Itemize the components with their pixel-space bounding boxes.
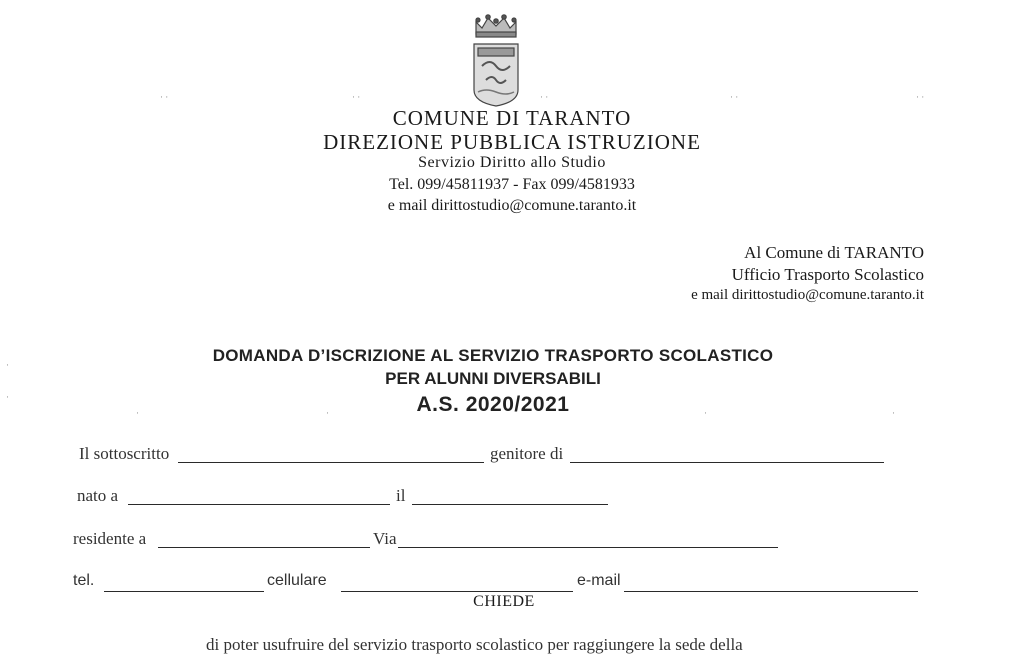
form-title: DOMANDA D’ISCRIZIONE AL SERVIZIO TRASPORTO SCOLASTICO: [212, 346, 774, 365]
scan-speck: · ·: [352, 92, 361, 102]
scan-speck: ·: [326, 408, 329, 418]
recipient-line-1: Al Comune di TARANTO: [744, 243, 924, 262]
city-name: COMUNE DI TARANTO: [392, 106, 632, 130]
scan-speck: ·: [6, 392, 9, 402]
nato-label: nato a: [77, 486, 119, 505]
scan-speck: ·: [892, 408, 895, 418]
form-subtitle: PER ALUNNI DIVERSABILI: [385, 369, 601, 388]
contact-email: e mail dirittostudio@comune.taranto.it: [387, 197, 637, 214]
scan-speck: ·: [6, 360, 9, 370]
email-field[interactable]: [624, 591, 918, 592]
nato-field[interactable]: [128, 504, 390, 505]
tel-field[interactable]: [104, 591, 264, 592]
via-field[interactable]: [398, 547, 778, 548]
service-name: Servizio Diritto allo Studio: [418, 154, 606, 171]
email-label: e-mail: [577, 572, 621, 589]
residente-field[interactable]: [158, 547, 370, 548]
school-year: A.S. 2020/2021: [416, 393, 570, 416]
date-field[interactable]: [412, 504, 608, 505]
scan-speck: · ·: [730, 92, 739, 102]
scan-speck: · ·: [916, 92, 925, 102]
il-label: il: [396, 486, 406, 505]
cellulare-field[interactable]: [341, 591, 573, 592]
recipient-line-2: Ufficio Trasporto Scolastico: [731, 265, 924, 284]
scan-speck: · ·: [160, 92, 169, 102]
request-text: di poter usufruire del servizio trasporto scolastico per raggiungere la sede della: [206, 635, 743, 654]
tel-label: tel.: [73, 572, 95, 589]
scan-speck: · ·: [540, 92, 549, 102]
contact-phone-fax: Tel. 099/45811937 - Fax 099/4581933: [389, 176, 635, 193]
sottoscritto-field[interactable]: [178, 462, 484, 463]
cellulare-label: cellulare: [267, 572, 327, 589]
genitore-field[interactable]: [570, 462, 884, 463]
recipient-email: e mail dirittostudio@comune.taranto.it: [691, 287, 924, 303]
residente-label: residente a: [73, 529, 147, 548]
scan-speck: ·: [136, 408, 139, 418]
via-label: Via: [373, 529, 397, 548]
coat-of-arms-icon: [466, 8, 526, 108]
sottoscritto-label: Il sottoscritto: [79, 444, 170, 463]
chiede-heading: CHIEDE: [473, 593, 535, 610]
scan-speck: ·: [704, 408, 707, 418]
department-name: DIREZIONE PUBBLICA ISTRUZIONE: [323, 130, 701, 154]
genitore-label: genitore di: [490, 444, 564, 463]
